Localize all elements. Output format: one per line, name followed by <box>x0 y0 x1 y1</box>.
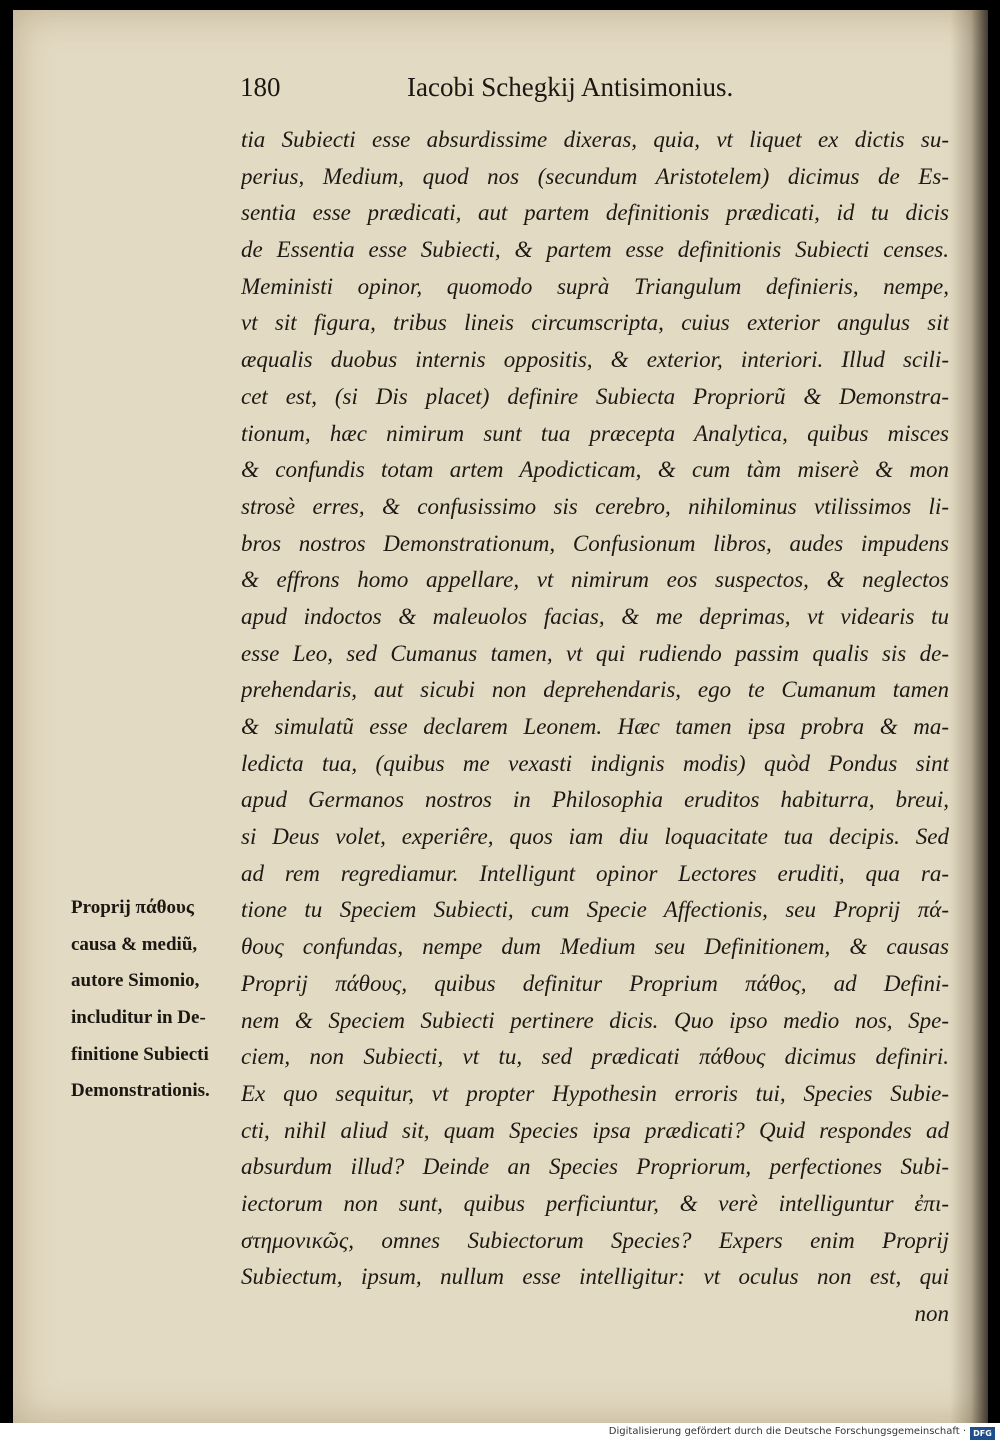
text-line: Meministi opinor, quomodo suprà Triangulum definieris, nempe, <box>241 273 949 299</box>
text-line: esse Leo, sed Cumanus tamen, vt qui rudiendo passim qualis sis de- <box>241 640 949 666</box>
text-line: & confundis totam artem Apodicticam, & cum tàm miserè & mon <box>241 457 949 483</box>
digitization-footer <box>0 1423 1000 1445</box>
text-line: & simulatũ esse declarem Leonem. Hæc tamen ipsa probra & ma- <box>241 714 949 739</box>
gutter-shadow <box>950 10 988 1423</box>
text-line: apud Germanos nostros in Philosophia eruditos habiturra, breui, <box>241 787 949 813</box>
margin-note-line: autore Simonio, <box>71 970 200 992</box>
text-line: iectorum non sunt, quibus perficiuntur, & verè intelliguntur ἐπι- <box>241 1190 949 1216</box>
text-line: perius, Medium, quod nos (secundum Aristotelem) dicimus de Es- <box>241 163 949 189</box>
text-line: bros nostros Demonstrationum, Confusionum libros, audes impudens <box>241 530 949 556</box>
text-line: sentia esse prædicati, aut partem definitionis prædicati, id tu dicis <box>241 200 949 226</box>
page-number: 180 <box>240 72 281 102</box>
text-line: tione tu Speciem Subiecti, cum Specie Affectionis, seu Proprij πά- <box>241 897 949 923</box>
text-line: ciem, non Subiecti, vt tu, sed prædicati πάθους dicimus definiri. <box>241 1044 949 1070</box>
margin-note-line: Proprij πάθους <box>71 897 194 918</box>
text-line: tia Subiecti esse absurdissime dixeras, quia, vt liquet ex dictis su- <box>241 127 949 152</box>
text-line: στημονικῶς, omnes Subiectorum Species? Expers enim Proprij <box>241 1227 949 1253</box>
text-line: æqualis duobus internis oppositis, & exterior, interiori. Illud scili- <box>241 347 949 373</box>
text-line: cet est, (si Dis placet) definire Subiecta Propriorũ & Demonstra- <box>241 383 949 409</box>
text-line: prehendaris, aut sicubi non deprehendaris, ego te Cumanum tamen <box>241 677 949 703</box>
text-line: ledicta tua, (quibus me vexasti indignis modis) quòd Pondus sint <box>241 750 949 776</box>
dfg-logo: DFG <box>970 1427 995 1440</box>
scanned-book-page <box>13 10 988 1423</box>
margin-note <box>71 890 253 1110</box>
text-line: vt sit figura, tribus lineis circumscripta, cuius exterior angulus sit <box>241 310 949 336</box>
body-text <box>241 122 949 1333</box>
text-line: θους confundas, nempe dum Medium seu Definitionem, & causas <box>241 934 949 960</box>
margin-note-line: includitur in De- <box>71 1007 206 1029</box>
text-line: cti, nihil aliud sit, quam Species ipsa prædicati? Quid respondes ad <box>241 1117 949 1143</box>
text-line: tionum, hæc nimirum sunt tua præcepta Analytica, quibus misces <box>241 420 949 446</box>
text-line: si Deus volet, experiêre, quos iam diu loquacitate tua decipis. Sed <box>241 824 949 850</box>
text-line: Ex quo sequitur, vt propter Hypothesin erroris tui, Species Subie- <box>241 1080 949 1106</box>
text-line: & effrons homo appellare, vt nimirum eos suspectos, & neglectos <box>241 567 949 593</box>
funding-notice: Digitalisierung gefördert durch die Deutsche Forschungsgemeinschaft · <box>608 1426 966 1437</box>
margin-note-line: Demonstrationis. <box>71 1080 210 1102</box>
text-line: nem & Speciem Subiecti pertinere dicis. Quo ipso medio nos, Spe- <box>241 1007 949 1033</box>
margin-note-line: causa & mediũ, <box>71 933 198 955</box>
page-header <box>240 72 960 112</box>
text-line: absurdum illud? Deinde an Species Propriorum, perfectiones Subi- <box>241 1154 949 1180</box>
catchword: non <box>914 1301 949 1326</box>
text-line: Proprij πάθους, quibus definitur Proprium πάθος, ad Defini- <box>241 970 949 996</box>
text-line: apud indoctos & maleuolos facias, & me deprimas, vt videaris tu <box>241 603 949 629</box>
running-title: Iacobi Schegkij Antisimonius. <box>407 72 734 102</box>
text-line: Subiectum, ipsum, nullum esse intelligitur: vt oculus non est, qui <box>241 1264 949 1290</box>
margin-note-line: finitione Subiecti <box>71 1043 209 1065</box>
text-line: strosè erres, & confusissimo sis cerebro, nihilominus vtilissimos li- <box>241 493 949 519</box>
text-line: ad rem regrediamur. Intelligunt opinor Lectores eruditi, qua ra- <box>241 860 949 886</box>
text-line: de Essentia esse Subiecti, & partem esse definitionis Subiecti censes. <box>241 237 949 263</box>
